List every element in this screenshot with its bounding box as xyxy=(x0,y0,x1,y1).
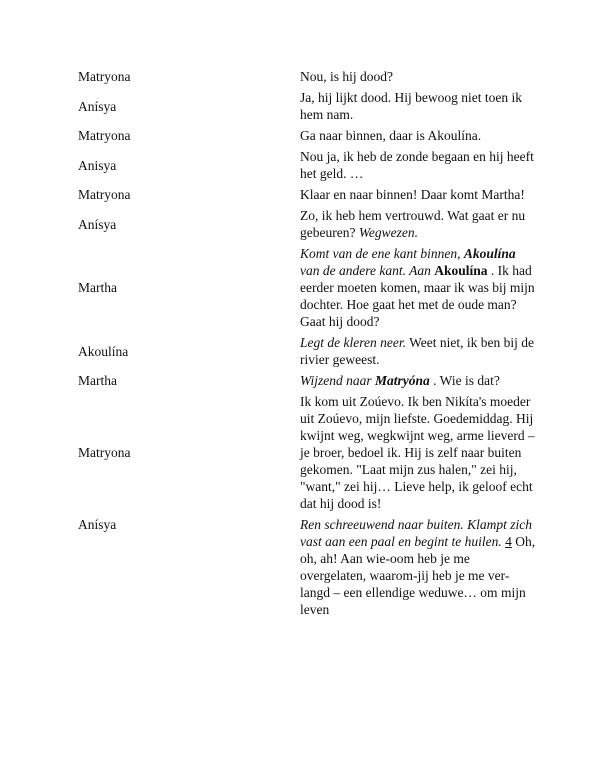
stage-direction: van de andere kant. Aan xyxy=(300,263,435,278)
dialogue-text: . Ik had eerder moeten komen, maar ik was bij mijn dochter. Hoe gaat het met de oude man? Gaat hij dood? xyxy=(300,263,535,329)
speaker-name: Anísya xyxy=(78,98,117,114)
speaker-name: Anísya xyxy=(78,517,117,532)
speaker-name: Matryona xyxy=(78,69,131,84)
character-name: Matryóna xyxy=(375,373,430,388)
dialogue-line xyxy=(300,207,538,241)
dialogue-row xyxy=(78,245,538,330)
dialogue-line: Ik kom uit Zoúevo. Ik ben Nikíta's moeder uit Zoúevo, mijn liefste. Goedemiddag. Hij kwijnt weg, wegkwijnt weg, arme lieverd – je broer, bedoel ik. Hij is zelf naar buiten gekomen. "Laat mijn zus halen," zei hij, "want," zei hij… Lieve help, ik geloof echt dat hij dood is! xyxy=(300,394,535,511)
character-name: Akoulína xyxy=(463,246,516,261)
speaker-name: Anísya xyxy=(78,216,117,232)
stage-direction: Ren schreeuwend naar buiten. Klampt zich vast aan een paal en begint te huilen. xyxy=(300,517,532,549)
stage-direction: Wijzend naar xyxy=(300,373,376,388)
dialogue-line xyxy=(300,516,538,618)
dialogue-row xyxy=(78,68,538,85)
character-name: Akoulína xyxy=(434,263,488,278)
dialogue-table xyxy=(78,68,538,622)
dialogue-row xyxy=(78,148,538,182)
dialogue-text: Zo, ik heb hem vertrouwd. Wat gaat er nu gebeuren? xyxy=(300,208,526,240)
stage-direction: Wegwezen. xyxy=(358,225,418,240)
dialogue-text: Weet niet, ik ben bij de rivier geweest. xyxy=(300,335,534,367)
speaker-name: Martha xyxy=(78,280,117,295)
dialogue-row xyxy=(78,393,538,512)
dialogue-row xyxy=(78,186,538,203)
footnote-link[interactable]: 4 xyxy=(505,534,512,549)
speaker-name: Martha xyxy=(78,373,117,388)
dialogue-row xyxy=(78,89,538,123)
speaker-name: Anisya xyxy=(78,157,117,173)
dialogue-row xyxy=(78,127,538,144)
dialogue-row xyxy=(78,516,538,618)
dialogue-row xyxy=(78,207,538,241)
dialogue-line xyxy=(300,334,538,368)
dialogue-line: Nou, is hij dood? xyxy=(300,69,393,84)
dialogue-row xyxy=(78,334,538,368)
dialogue-text: . Wie is dat? xyxy=(429,373,500,388)
dialogue-text: Oh, oh, ah! Aan wie-oom heb je me overgelaten, waarom-jij heb je me ver-langd – een ellendige weduwe… om mijn leven xyxy=(300,534,536,617)
speaker-name: Matryona xyxy=(78,445,131,460)
speaker-name: Matryona xyxy=(78,187,131,202)
stage-direction: Komt van de ene kant binnen, xyxy=(300,246,464,261)
stage-direction: Legt de kleren neer. xyxy=(300,335,406,350)
speaker-name: Matryona xyxy=(78,128,131,143)
dialogue-line: Nou ja, ik heb de zonde begaan en hij heeft het geld. … xyxy=(300,149,534,181)
speaker-name: Akoulína xyxy=(78,343,129,359)
dialogue-line xyxy=(300,245,538,330)
dialogue-line: Ja, hij lijkt dood. Hij bewoog niet toen ik hem nam. xyxy=(300,90,522,122)
dialogue-row xyxy=(78,372,538,389)
dialogue-line xyxy=(300,372,538,389)
dialogue-line: Ga naar binnen, daar is Akoulína. xyxy=(300,128,482,143)
dialogue-line: Klaar en naar binnen! Daar komt Martha! xyxy=(300,187,525,202)
